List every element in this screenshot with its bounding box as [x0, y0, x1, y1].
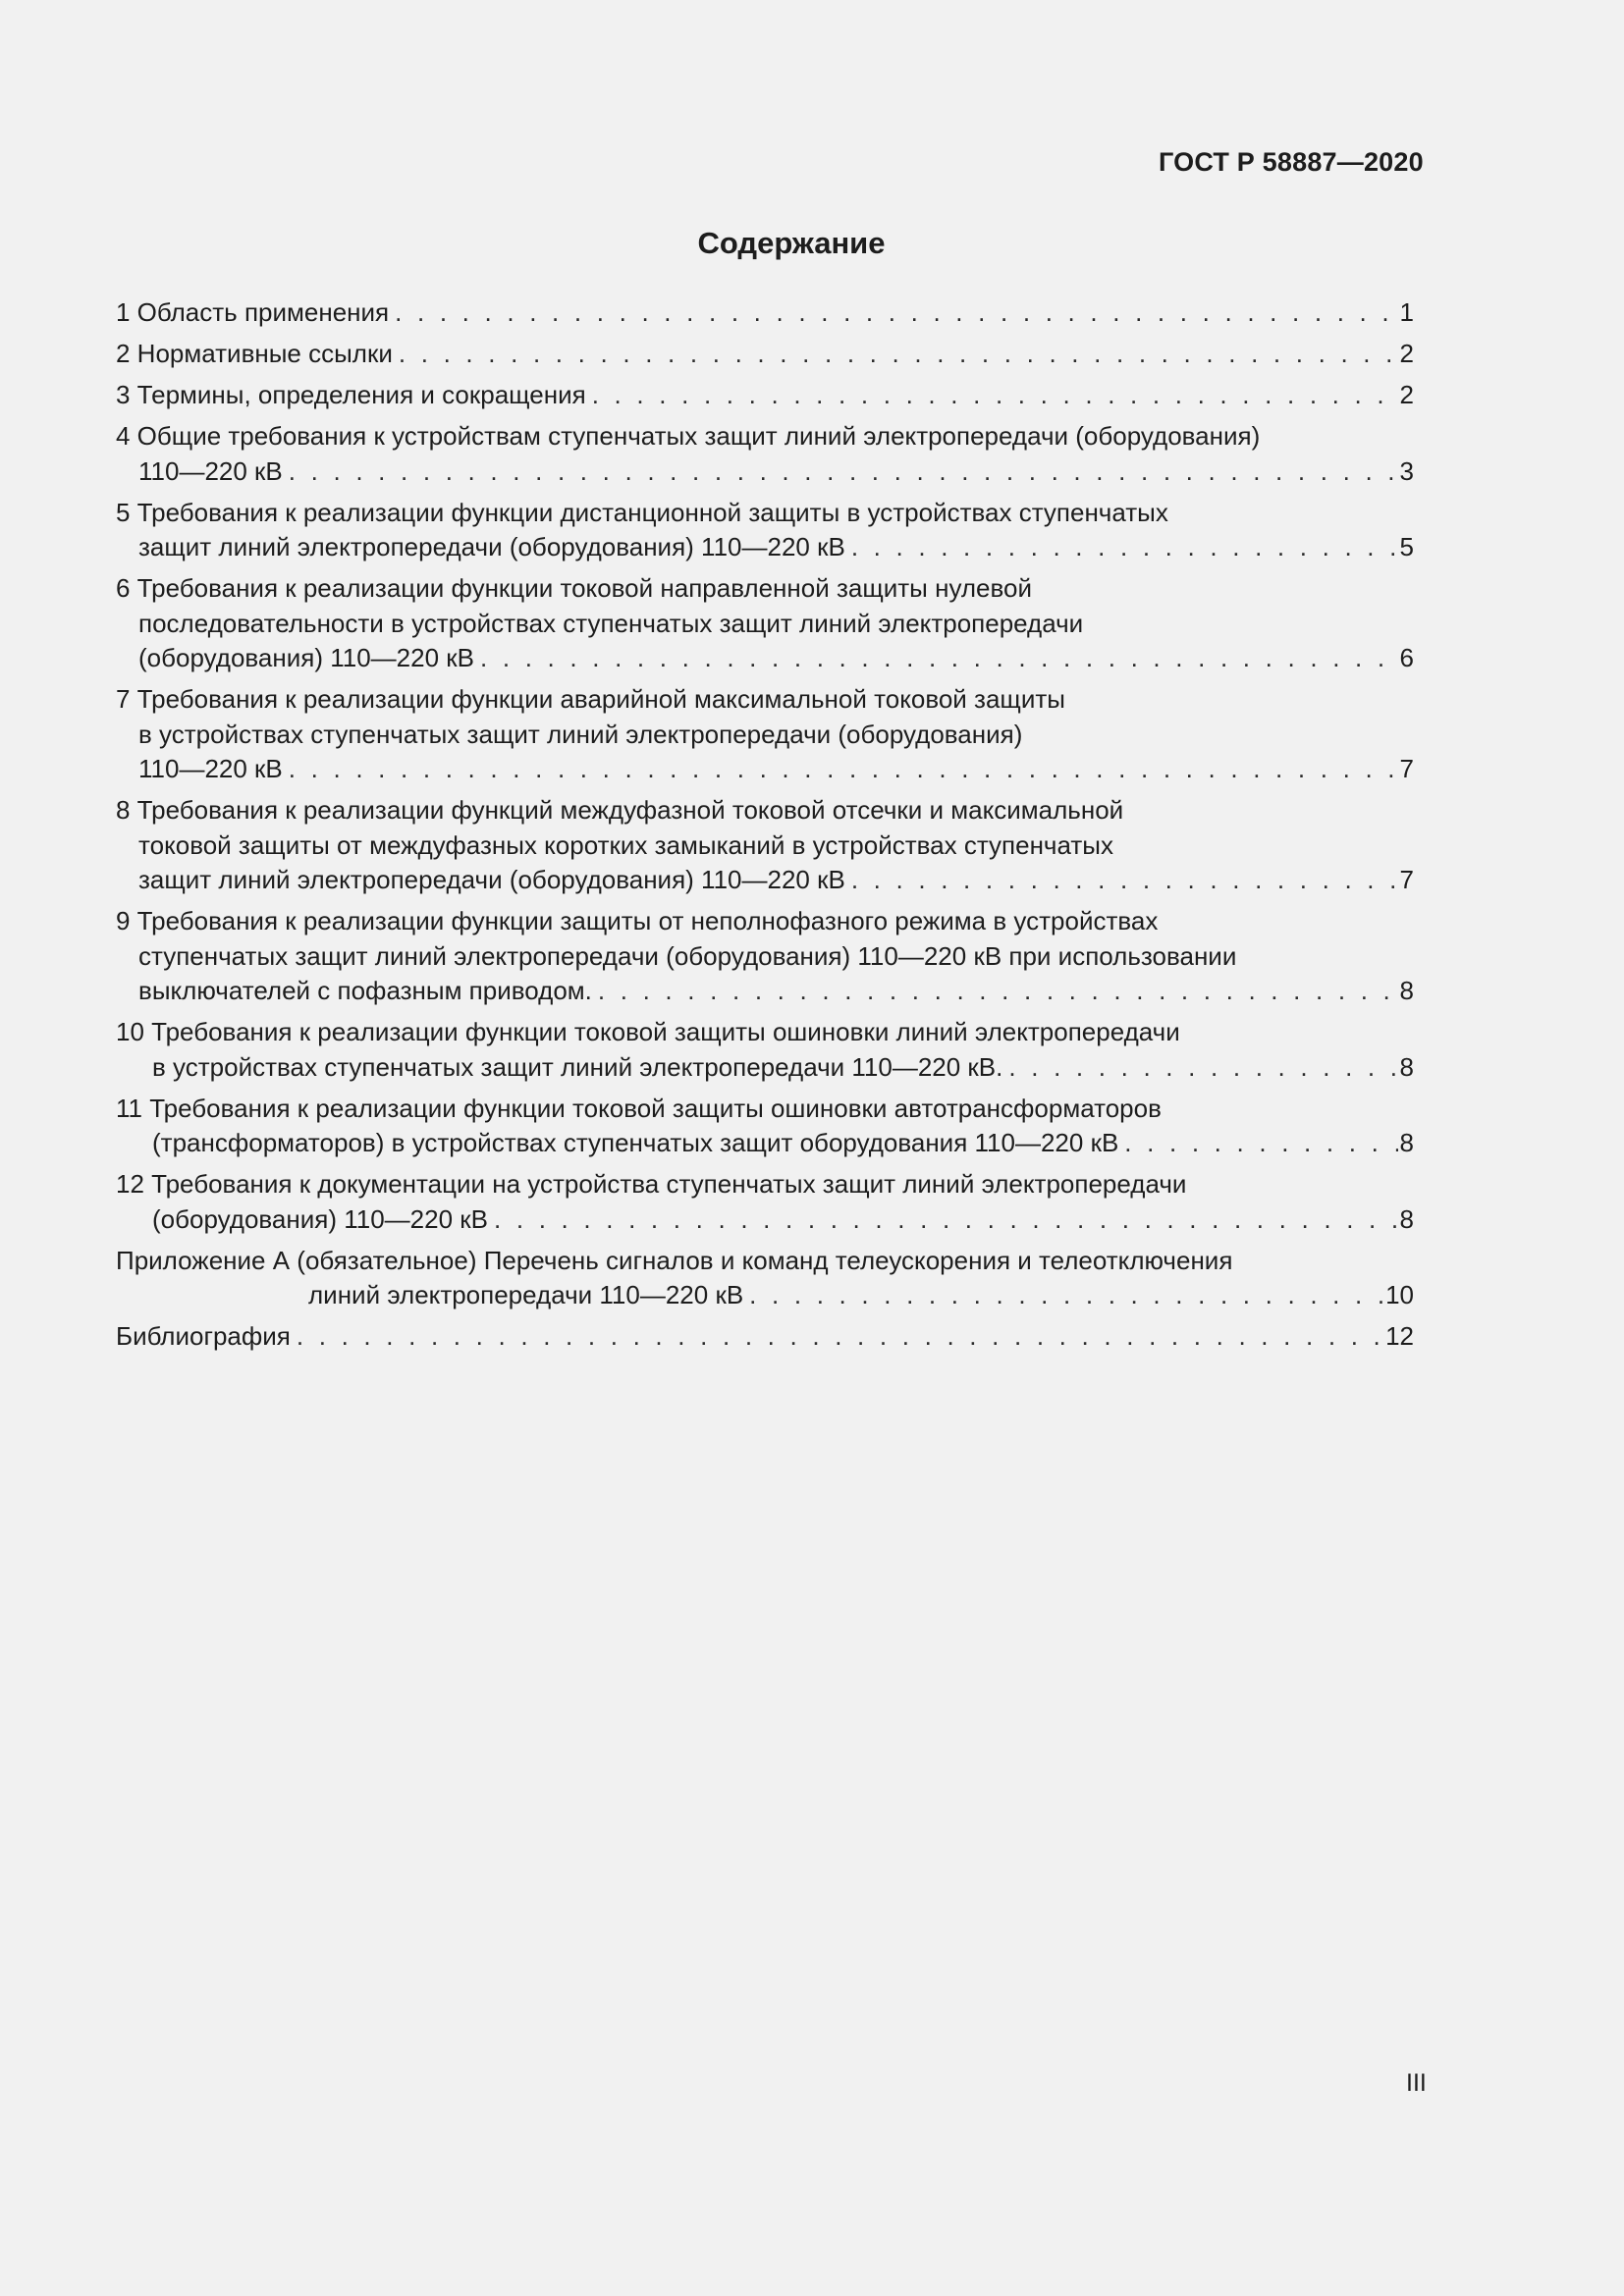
- toc-entry-8[interactable]: [116, 793, 1414, 898]
- toc-entry-text: 4 Общие требования к устройствам ступенчатых защит линий электропередачи (оборудования): [116, 421, 1261, 451]
- toc-entry-text: последовательности в устройствах ступенчатых защит линий электропередачи: [138, 608, 1084, 638]
- toc-page-number: 2: [1399, 339, 1414, 368]
- toc-entry-text: токовой защиты от междуфазных коротких замыканий в устройствах ступенчатых: [138, 829, 1113, 860]
- toc-entry-text: 6 Требования к реализации функции токовой направленной защиты нулевой: [116, 573, 1033, 603]
- dot-leader: [851, 530, 1398, 565]
- dot-leader: [480, 641, 1398, 676]
- dot-leader: [592, 378, 1398, 413]
- toc-page-number: 8: [1399, 1051, 1414, 1082]
- toc-entry-text: в устройствах ступенчатых защит линий электропередачи (оборудования): [138, 719, 1023, 749]
- toc-entry-7[interactable]: [116, 682, 1414, 787]
- toc-entry-10[interactable]: [116, 1015, 1414, 1085]
- toc-page-number: 10: [1385, 1280, 1414, 1309]
- toc-page-number: 8: [1399, 1128, 1414, 1157]
- toc-page-number: 7: [1399, 865, 1414, 894]
- toc-entry-text: Приложение А (обязательное) Перечень сигналов и команд телеускорения и телеотключения: [116, 1245, 1233, 1275]
- dot-leader: [749, 1278, 1383, 1313]
- dot-leader: [494, 1202, 1398, 1238]
- toc-entry-1[interactable]: [116, 295, 1414, 331]
- toc-entry-9[interactable]: [116, 904, 1414, 1009]
- toc-entry-text: 7 Требования к реализации функции аварийной максимальной токовой защиты: [116, 684, 1065, 714]
- toc-entry-text: (трансформаторов) в устройствах ступенчатых защит оборудования 110—220 кВ: [152, 1128, 1119, 1157]
- toc-entry-text: 10 Требования к реализации функции токовой защиты ошиновки линий электропередачи: [116, 1017, 1180, 1046]
- toc-entry-text: 8 Требования к реализации функций междуфазной токовой отсечки и максимальной: [116, 795, 1124, 825]
- dot-leader: [399, 337, 1398, 372]
- dot-leader: [289, 454, 1398, 490]
- dot-leader: [1124, 1126, 1397, 1161]
- toc-entry-text: 12 Требования к документации на устройства ступенчатых защит линий электропередачи: [116, 1169, 1187, 1199]
- toc-entry-text: 110—220 кВ: [138, 754, 283, 783]
- toc-entry-12[interactable]: [116, 1167, 1414, 1237]
- toc-page-number: 1: [1399, 297, 1414, 327]
- toc-entry-11[interactable]: [116, 1092, 1414, 1161]
- toc-entry-appendix-a[interactable]: [116, 1244, 1414, 1313]
- toc-entry-text: 2 Нормативные ссылки: [116, 339, 393, 368]
- toc-entry-text: (оборудования) 110—220 кВ: [152, 1203, 488, 1234]
- toc-entry-2[interactable]: [116, 337, 1414, 372]
- table-of-contents: [116, 295, 1414, 1361]
- dot-leader: [395, 295, 1397, 331]
- dot-leader: [1008, 1050, 1397, 1086]
- toc-entry-text: ступенчатых защит линий электропередачи (оборудования) 110—220 кВ при использовании: [138, 940, 1237, 971]
- toc-entry-5[interactable]: [116, 496, 1414, 565]
- toc-page-number: 8: [1399, 1203, 1414, 1234]
- toc-page-number: 5: [1399, 532, 1414, 561]
- toc-entry-text: 3 Термины, определения и сокращения: [116, 380, 586, 409]
- toc-entry-4[interactable]: [116, 419, 1414, 489]
- toc-entry-text: линий электропередачи 110—220 кВ: [308, 1280, 744, 1309]
- toc-entry-text: 11 Требования к реализации функции токовой защиты ошиновки автотрансформаторов: [116, 1093, 1162, 1123]
- toc-page-number: 6: [1399, 643, 1414, 672]
- toc-page-number: 8: [1399, 976, 1414, 1005]
- toc-entry-text: 9 Требования к реализации функции защиты от неполнофазного режима в устройствах: [116, 906, 1159, 935]
- toc-entry-text: 5 Требования к реализации функции дистанционной защиты в устройствах ступенчатых: [116, 497, 1168, 527]
- toc-page-number: 2: [1399, 380, 1414, 409]
- toc-page-number: 3: [1399, 455, 1414, 486]
- dot-leader: [289, 752, 1398, 787]
- toc-page-number: 12: [1385, 1321, 1414, 1351]
- toc-page-number: 7: [1399, 754, 1414, 783]
- dot-leader: [598, 974, 1398, 1009]
- toc-entry-text: (оборудования) 110—220 кВ: [138, 643, 474, 672]
- toc-entry-6[interactable]: [116, 571, 1414, 676]
- dot-leader: [297, 1319, 1383, 1355]
- document-code: ГОСТ Р 58887—2020: [1159, 147, 1424, 177]
- toc-entry-text: в устройствах ступенчатых защит линий электропередачи 110—220 кВ.: [152, 1051, 1003, 1082]
- toc-entry-text: 110—220 кВ: [138, 455, 283, 486]
- toc-entry-3[interactable]: [116, 378, 1414, 413]
- toc-entry-text: защит линий электропередачи (оборудования) 110—220 кВ: [138, 532, 845, 561]
- toc-entry-text: Библиография: [116, 1321, 291, 1351]
- toc-entry-bibliography[interactable]: [116, 1319, 1414, 1355]
- toc-title: Содержание: [697, 226, 886, 260]
- page-folio: III: [1406, 2069, 1427, 2097]
- toc-entry-text: выключателей с пофазным приводом.: [138, 976, 592, 1005]
- dot-leader: [851, 863, 1398, 898]
- toc-entry-text: 1 Область применения: [116, 297, 390, 327]
- toc-entry-text: защит линий электропередачи (оборудования) 110—220 кВ: [138, 865, 845, 894]
